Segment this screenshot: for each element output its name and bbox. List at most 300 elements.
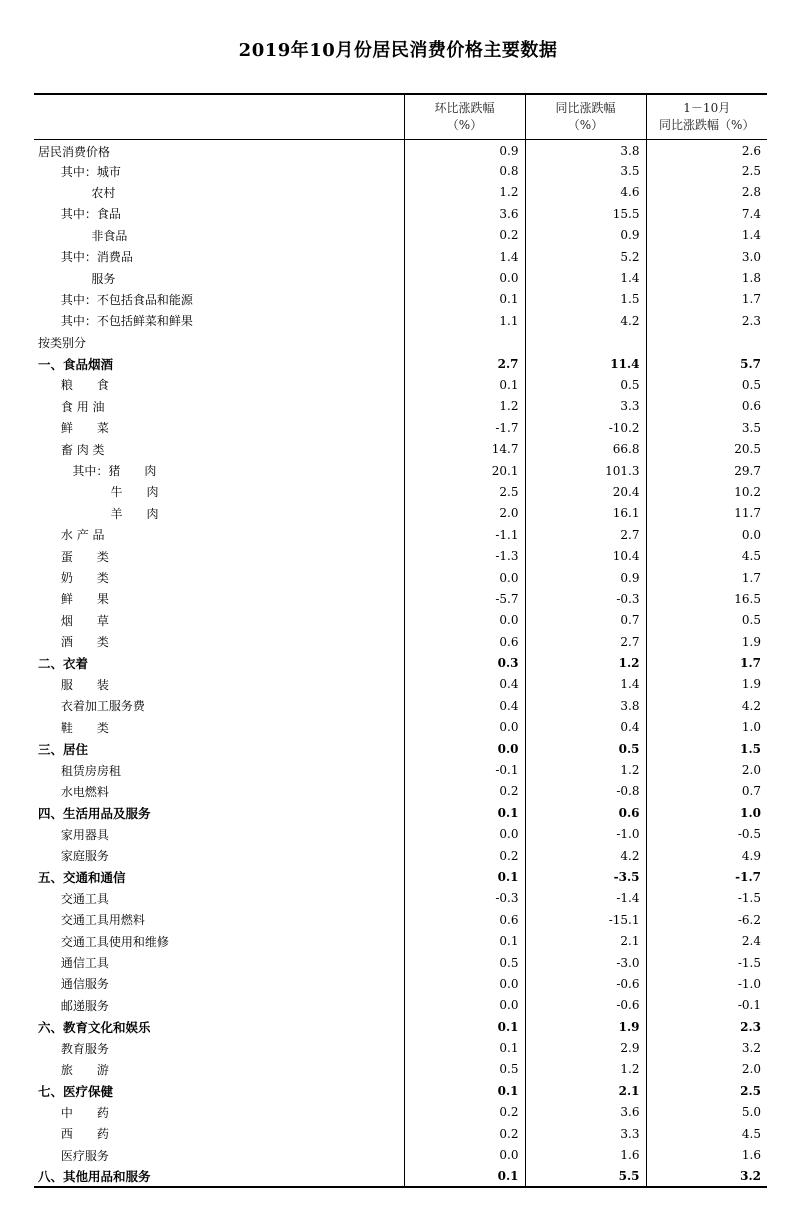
table-row bbox=[34, 524, 767, 545]
row-label bbox=[34, 888, 404, 909]
table-row bbox=[34, 160, 767, 181]
row-label-text: 按类别分 bbox=[38, 335, 87, 350]
row-mom-value: 0.1 bbox=[404, 289, 525, 310]
row-indent bbox=[38, 977, 61, 991]
row-label bbox=[34, 631, 404, 652]
row-ytd-value: 1.8 bbox=[646, 267, 767, 288]
row-label bbox=[34, 909, 404, 930]
row-indent bbox=[38, 293, 61, 307]
row-mom-value: 0.0 bbox=[404, 738, 525, 759]
row-ytd-value: 2.3 bbox=[646, 310, 767, 331]
category-row bbox=[34, 1166, 767, 1187]
category-row bbox=[34, 1080, 767, 1101]
row-label-text: 八、其他用品和服务 bbox=[38, 1168, 151, 1184]
row-label-text: 其中：不包括鲜菜和鲜果 bbox=[60, 314, 193, 329]
row-label bbox=[34, 310, 404, 331]
row-yoy-value: 4.2 bbox=[525, 310, 646, 331]
row-mom-value: 14.7 bbox=[404, 438, 525, 459]
row-label bbox=[34, 695, 404, 716]
row-mom-value: 20.1 bbox=[404, 460, 525, 481]
table-body bbox=[34, 139, 767, 1187]
table-row bbox=[34, 438, 767, 459]
row-label bbox=[34, 225, 404, 246]
row-indent bbox=[38, 913, 61, 927]
row-label-text: 五、交通和通信 bbox=[38, 869, 126, 885]
row-yoy-value: -1.0 bbox=[525, 824, 646, 845]
row-ytd-value: 1.5 bbox=[646, 738, 767, 759]
category-row bbox=[34, 738, 767, 759]
category-row bbox=[34, 866, 767, 887]
row-indent bbox=[38, 507, 110, 521]
header-mom-change bbox=[404, 94, 525, 139]
row-ytd-value: 0.5 bbox=[646, 610, 767, 631]
row-ytd-value: 0.6 bbox=[646, 396, 767, 417]
row-ytd-value: 2.3 bbox=[646, 1016, 767, 1037]
row-label-text: 六、教育文化和娱乐 bbox=[38, 1019, 151, 1035]
row-indent bbox=[38, 528, 61, 542]
page-title: 2019年10月份居民消费价格主要数据 bbox=[238, 40, 558, 61]
row-ytd-value: 0.7 bbox=[646, 781, 767, 802]
row-indent bbox=[38, 464, 72, 478]
row-yoy-value: 1.2 bbox=[525, 1059, 646, 1080]
row-ytd-value: 11.7 bbox=[646, 503, 767, 524]
table-row bbox=[34, 396, 767, 417]
row-ytd-value: 10.2 bbox=[646, 481, 767, 502]
row-yoy-value: 0.9 bbox=[525, 567, 646, 588]
row-mom-value: 0.3 bbox=[404, 652, 525, 673]
row-yoy-value: 0.4 bbox=[525, 717, 646, 738]
row-ytd-value: 1.9 bbox=[646, 674, 767, 695]
table-row bbox=[34, 567, 767, 588]
row-yoy-value: 101.3 bbox=[525, 460, 646, 481]
row-indent bbox=[38, 421, 61, 435]
row-ytd-value: 4.5 bbox=[646, 545, 767, 566]
table-row bbox=[34, 631, 767, 652]
row-mom-value: 0.0 bbox=[404, 267, 525, 288]
row-label bbox=[34, 267, 404, 288]
row-label-text: 其中：城市 bbox=[60, 164, 121, 179]
row-label bbox=[34, 610, 404, 631]
row-indent bbox=[38, 207, 61, 221]
row-label bbox=[34, 588, 404, 609]
category-row bbox=[34, 353, 767, 374]
row-ytd-value: -6.2 bbox=[646, 909, 767, 930]
row-label-text: 家庭服务 bbox=[60, 849, 109, 864]
row-yoy-value: 1.2 bbox=[525, 759, 646, 780]
header-yoy-line1: 同比涨跌幅 bbox=[555, 100, 616, 115]
row-label bbox=[34, 824, 404, 845]
row-label-text: 水电燃料 bbox=[60, 784, 109, 799]
row-label-text: 农村 bbox=[91, 185, 116, 200]
row-yoy-value: 3.8 bbox=[525, 695, 646, 716]
table-row bbox=[34, 545, 767, 566]
row-label-text: 粮 食 bbox=[60, 378, 109, 393]
row-indent bbox=[38, 828, 61, 842]
header-mom-line2: （%） bbox=[446, 117, 483, 132]
row-label bbox=[34, 545, 404, 566]
table-row bbox=[34, 289, 767, 310]
row-mom-value: 0.2 bbox=[404, 225, 525, 246]
row-ytd-value: 3.2 bbox=[646, 1037, 767, 1058]
header-yoy-change bbox=[525, 94, 646, 139]
row-indent bbox=[38, 849, 61, 863]
row-ytd-value: 5.0 bbox=[646, 1102, 767, 1123]
row-label-text: 一、食品烟酒 bbox=[38, 356, 114, 372]
row-label-text: 七、医疗保健 bbox=[38, 1083, 114, 1099]
row-label-text: 西 药 bbox=[60, 1127, 109, 1142]
row-label-text: 食 用 油 bbox=[60, 399, 105, 414]
row-ytd-value: 2.5 bbox=[646, 160, 767, 181]
row-mom-value: 0.1 bbox=[404, 930, 525, 951]
row-label-text: 其中：不包括食品和能源 bbox=[60, 292, 193, 307]
row-label-text: 鲜 果 bbox=[60, 592, 109, 607]
row-mom-value: 0.1 bbox=[404, 802, 525, 823]
row-yoy-value: 1.9 bbox=[525, 1016, 646, 1037]
row-label bbox=[34, 674, 404, 695]
cpi-table bbox=[34, 93, 767, 1188]
header-ytd-line1: 1－10月 bbox=[683, 100, 731, 115]
row-label bbox=[34, 866, 404, 887]
row-mom-value: 0.1 bbox=[404, 1016, 525, 1037]
row-label-text: 教育服务 bbox=[60, 1041, 109, 1056]
category-row bbox=[34, 802, 767, 823]
row-label bbox=[34, 995, 404, 1016]
row-indent bbox=[38, 592, 61, 606]
row-yoy-value: 15.5 bbox=[525, 203, 646, 224]
row-yoy-value: 20.4 bbox=[525, 481, 646, 502]
row-ytd-value: 1.7 bbox=[646, 567, 767, 588]
row-mom-value: 0.6 bbox=[404, 631, 525, 652]
row-yoy-value: 0.5 bbox=[525, 738, 646, 759]
table-row bbox=[34, 973, 767, 994]
row-mom-value: 0.0 bbox=[404, 610, 525, 631]
row-indent bbox=[38, 186, 91, 200]
row-label-text: 医疗服务 bbox=[60, 1148, 109, 1163]
row-label bbox=[34, 246, 404, 267]
row-label-text: 四、生活用品及服务 bbox=[38, 805, 151, 821]
row-indent bbox=[38, 1063, 61, 1077]
row-ytd-value: 4.9 bbox=[646, 845, 767, 866]
row-label-text: 羊 肉 bbox=[110, 506, 159, 521]
row-label-text: 其中：食品 bbox=[60, 207, 121, 222]
row-yoy-value: 2.7 bbox=[525, 524, 646, 545]
row-yoy-value: 3.6 bbox=[525, 1102, 646, 1123]
row-yoy-value bbox=[525, 332, 646, 353]
row-ytd-value: 5.7 bbox=[646, 353, 767, 374]
row-label bbox=[34, 481, 404, 502]
row-label bbox=[34, 973, 404, 994]
row-ytd-value: 7.4 bbox=[646, 203, 767, 224]
row-ytd-value: 0.0 bbox=[646, 524, 767, 545]
row-label bbox=[34, 139, 404, 160]
row-ytd-value: -0.1 bbox=[646, 995, 767, 1016]
row-mom-value: 1.1 bbox=[404, 310, 525, 331]
table-row bbox=[34, 610, 767, 631]
row-yoy-value: 11.4 bbox=[525, 353, 646, 374]
category-row bbox=[34, 652, 767, 673]
row-label-text: 鞋 类 bbox=[60, 720, 109, 735]
header-mom-line1: 环比涨跌幅 bbox=[434, 100, 495, 115]
row-mom-value: -1.7 bbox=[404, 417, 525, 438]
row-ytd-value: 2.6 bbox=[646, 139, 767, 160]
row-label bbox=[34, 374, 404, 395]
row-yoy-value: 2.1 bbox=[525, 1080, 646, 1101]
row-yoy-value: -3.0 bbox=[525, 952, 646, 973]
row-label bbox=[34, 503, 404, 524]
row-mom-value: 0.1 bbox=[404, 866, 525, 887]
row-yoy-value: -10.2 bbox=[525, 417, 646, 438]
table-row bbox=[34, 888, 767, 909]
row-mom-value: -1.3 bbox=[404, 545, 525, 566]
row-mom-value: 0.8 bbox=[404, 160, 525, 181]
row-label bbox=[34, 567, 404, 588]
row-indent bbox=[38, 699, 61, 713]
row-yoy-value: 0.6 bbox=[525, 802, 646, 823]
table-row bbox=[34, 1102, 767, 1123]
header-ytd-change bbox=[646, 94, 767, 139]
row-label bbox=[34, 417, 404, 438]
row-yoy-value: 5.5 bbox=[525, 1166, 646, 1187]
row-label-text: 奶 类 bbox=[60, 571, 109, 585]
row-label bbox=[34, 1037, 404, 1058]
row-mom-value: 0.4 bbox=[404, 695, 525, 716]
row-yoy-value: -0.6 bbox=[525, 995, 646, 1016]
row-mom-value: -5.7 bbox=[404, 588, 525, 609]
row-yoy-value: 2.1 bbox=[525, 930, 646, 951]
row-label bbox=[34, 781, 404, 802]
row-ytd-value: 16.5 bbox=[646, 588, 767, 609]
row-mom-value: 0.5 bbox=[404, 1059, 525, 1080]
row-indent bbox=[38, 785, 61, 799]
row-ytd-value: 29.7 bbox=[646, 460, 767, 481]
row-mom-value: 0.1 bbox=[404, 1166, 525, 1187]
row-label bbox=[34, 652, 404, 673]
row-yoy-value: 1.6 bbox=[525, 1144, 646, 1165]
row-ytd-value: 2.5 bbox=[646, 1080, 767, 1101]
table-row bbox=[34, 695, 767, 716]
row-label bbox=[34, 460, 404, 481]
table-row bbox=[34, 759, 767, 780]
row-yoy-value: 0.5 bbox=[525, 374, 646, 395]
row-label bbox=[34, 438, 404, 459]
row-label-text: 酒 类 bbox=[60, 635, 109, 650]
table-row bbox=[34, 1037, 767, 1058]
row-label-text: 通信服务 bbox=[60, 977, 109, 992]
row-ytd-value: 4.2 bbox=[646, 695, 767, 716]
row-indent bbox=[38, 892, 61, 906]
row-label bbox=[34, 717, 404, 738]
row-label bbox=[34, 396, 404, 417]
row-indent bbox=[38, 764, 61, 778]
row-indent bbox=[38, 229, 91, 243]
row-indent bbox=[38, 571, 61, 585]
row-yoy-value: -15.1 bbox=[525, 909, 646, 930]
row-mom-value: 0.0 bbox=[404, 973, 525, 994]
row-label bbox=[34, 203, 404, 224]
table-row bbox=[34, 460, 767, 481]
table-row bbox=[34, 1144, 767, 1165]
row-ytd-value: -1.7 bbox=[646, 866, 767, 887]
row-label-text: 非食品 bbox=[91, 228, 128, 243]
row-label bbox=[34, 1144, 404, 1165]
row-mom-value: 0.0 bbox=[404, 567, 525, 588]
row-yoy-value: 1.4 bbox=[525, 674, 646, 695]
row-label bbox=[34, 738, 404, 759]
row-ytd-value: 1.0 bbox=[646, 802, 767, 823]
row-indent bbox=[38, 485, 110, 499]
row-label-text: 家用器具 bbox=[60, 827, 109, 842]
row-indent bbox=[38, 721, 61, 735]
row-label-text: 服务 bbox=[91, 271, 116, 286]
row-ytd-value: 1.7 bbox=[646, 652, 767, 673]
table-row bbox=[34, 1059, 767, 1080]
table-row bbox=[34, 781, 767, 802]
row-indent bbox=[38, 272, 91, 286]
row-yoy-value: 4.2 bbox=[525, 845, 646, 866]
row-label-text: 衣着加工服务费 bbox=[60, 699, 145, 714]
table-row bbox=[34, 481, 767, 502]
row-label-text: 烟 草 bbox=[60, 613, 109, 628]
row-mom-value: 0.6 bbox=[404, 909, 525, 930]
table-row bbox=[34, 246, 767, 267]
table-row bbox=[34, 417, 767, 438]
row-mom-value: 2.7 bbox=[404, 353, 525, 374]
row-ytd-value: 0.5 bbox=[646, 374, 767, 395]
row-yoy-value: 1.4 bbox=[525, 267, 646, 288]
row-label bbox=[34, 1059, 404, 1080]
row-indent bbox=[38, 400, 61, 414]
row-indent bbox=[38, 550, 61, 564]
row-mom-value: -0.1 bbox=[404, 759, 525, 780]
row-ytd-value: 2.4 bbox=[646, 930, 767, 951]
row-yoy-value: -1.4 bbox=[525, 888, 646, 909]
row-yoy-value: 3.8 bbox=[525, 139, 646, 160]
row-ytd-value: 1.9 bbox=[646, 631, 767, 652]
row-label-text: 其中：猪 肉 bbox=[72, 464, 157, 479]
row-ytd-value: -1.5 bbox=[646, 952, 767, 973]
table-row bbox=[34, 139, 767, 160]
row-label bbox=[34, 182, 404, 203]
row-mom-value: 1.2 bbox=[404, 396, 525, 417]
row-indent bbox=[38, 443, 61, 457]
row-label-text: 鲜 菜 bbox=[60, 421, 109, 436]
row-mom-value: -1.1 bbox=[404, 524, 525, 545]
table-row bbox=[34, 909, 767, 930]
row-label-text: 租赁房房租 bbox=[60, 763, 121, 778]
row-mom-value: 0.4 bbox=[404, 674, 525, 695]
row-label-text: 交通工具 bbox=[60, 891, 109, 906]
row-label bbox=[34, 1102, 404, 1123]
row-mom-value: 0.2 bbox=[404, 1123, 525, 1144]
row-label bbox=[34, 332, 404, 353]
row-label-text: 牛 肉 bbox=[110, 485, 159, 500]
row-label-text: 交通工具使用和维修 bbox=[60, 934, 169, 949]
row-mom-value: 0.1 bbox=[404, 1037, 525, 1058]
row-yoy-value: -0.6 bbox=[525, 973, 646, 994]
row-label bbox=[34, 930, 404, 951]
table-row bbox=[34, 310, 767, 331]
row-yoy-value: -0.8 bbox=[525, 781, 646, 802]
row-ytd-value: -1.0 bbox=[646, 973, 767, 994]
row-ytd-value bbox=[646, 332, 767, 353]
row-ytd-value: -0.5 bbox=[646, 824, 767, 845]
row-label-text: 二、衣着 bbox=[38, 656, 89, 672]
table-row bbox=[34, 845, 767, 866]
table-row bbox=[34, 203, 767, 224]
row-label-text: 三、居住 bbox=[38, 741, 89, 757]
row-indent bbox=[38, 956, 61, 970]
table-row bbox=[34, 374, 767, 395]
row-label-text: 邮递服务 bbox=[60, 998, 109, 1013]
table-row bbox=[34, 674, 767, 695]
row-indent bbox=[38, 165, 61, 179]
row-yoy-value: 10.4 bbox=[525, 545, 646, 566]
header-item-column bbox=[34, 94, 404, 139]
table-row bbox=[34, 267, 767, 288]
row-yoy-value: 3.3 bbox=[525, 396, 646, 417]
row-ytd-value: 2.0 bbox=[646, 759, 767, 780]
row-label-text: 蛋 类 bbox=[60, 549, 109, 564]
row-label bbox=[34, 759, 404, 780]
row-yoy-value: 2.9 bbox=[525, 1037, 646, 1058]
row-yoy-value: 0.9 bbox=[525, 225, 646, 246]
table-row bbox=[34, 717, 767, 738]
row-label-text: 居民消费价格 bbox=[38, 144, 111, 159]
row-label bbox=[34, 952, 404, 973]
header-ytd-line2: 同比涨跌幅（%） bbox=[659, 117, 755, 132]
row-ytd-value: -1.5 bbox=[646, 888, 767, 909]
table-row bbox=[34, 588, 767, 609]
table-row bbox=[34, 225, 767, 246]
table-row bbox=[34, 503, 767, 524]
row-label bbox=[34, 1166, 404, 1187]
row-mom-value: 1.4 bbox=[404, 246, 525, 267]
row-label bbox=[34, 289, 404, 310]
row-yoy-value: 1.2 bbox=[525, 652, 646, 673]
row-yoy-value: 0.7 bbox=[525, 610, 646, 631]
row-label bbox=[34, 1080, 404, 1101]
row-mom-value: 1.2 bbox=[404, 182, 525, 203]
row-label bbox=[34, 845, 404, 866]
row-yoy-value: -3.5 bbox=[525, 866, 646, 887]
table-row bbox=[34, 930, 767, 951]
row-mom-value: 0.9 bbox=[404, 139, 525, 160]
table-row bbox=[34, 1123, 767, 1144]
row-mom-value: 0.0 bbox=[404, 995, 525, 1016]
row-indent bbox=[38, 314, 61, 328]
row-label-text: 通信工具 bbox=[60, 956, 109, 971]
row-indent bbox=[38, 1042, 61, 1056]
table-row bbox=[34, 332, 767, 353]
row-label-text: 旅 游 bbox=[60, 1062, 109, 1077]
row-ytd-value: 1.7 bbox=[646, 289, 767, 310]
row-label-text: 其中：消费品 bbox=[60, 250, 133, 265]
row-mom-value: 0.1 bbox=[404, 374, 525, 395]
row-ytd-value: 1.0 bbox=[646, 717, 767, 738]
table-header bbox=[34, 94, 767, 139]
table-row bbox=[34, 182, 767, 203]
category-row bbox=[34, 1016, 767, 1037]
row-mom-value: 0.2 bbox=[404, 845, 525, 866]
row-mom-value: 0.5 bbox=[404, 952, 525, 973]
row-indent bbox=[38, 378, 61, 392]
header-yoy-line2: （%） bbox=[567, 117, 604, 132]
row-label-text: 服 装 bbox=[60, 677, 109, 692]
row-ytd-value: 2.8 bbox=[646, 182, 767, 203]
table-row bbox=[34, 952, 767, 973]
row-label-text: 中 药 bbox=[60, 1105, 109, 1120]
row-yoy-value: 5.2 bbox=[525, 246, 646, 267]
